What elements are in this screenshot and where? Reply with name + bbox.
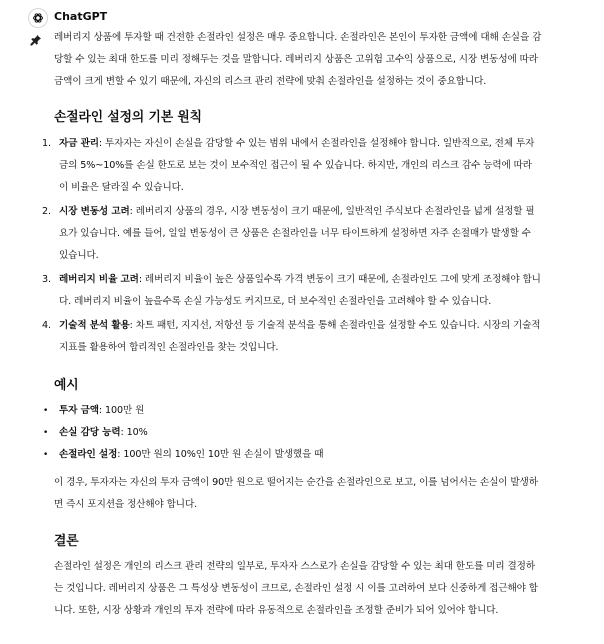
list-item-title: 자금 관리 xyxy=(59,138,99,149)
list-item-title: 레버리지 비율 고려 xyxy=(59,274,139,285)
bullet-icon: • xyxy=(43,406,49,416)
list-item-title: 투자 금액 xyxy=(59,405,99,416)
section-heading-conclusion: 결론 xyxy=(54,534,79,549)
intro-paragraph: 레버리지 상품에 투자할 때 건전한 손절라인 설정은 매우 중요합니다. 손절라인은 본인이 투자한 금액에 대해 손실을 감당할 수 있는 최대 한도를 미리 정해두는 것을 말합니다. 레버리지 상품은 고위험 고수익 상품으로, 시장 변동성에 따라 금액이 크게 변할 수 있기 때문에, 자신의 리스크 관리 전략에 맞춰 손절라인을 설정하는 것이 중요합니다. xyxy=(54,32,542,87)
list-item-text: : 레버리지 비율이 높은 상품일수록 가격 변동이 크기 때문에, 손절라인도 그에 맞게 조정해야 합니다. 레버리지 비율이 높을수록 손실 가능성도 커지므로, 더 보수적인 손절라인을 고려해야 할 수 있습니다. xyxy=(59,274,541,307)
list-item-title: 손절라인 설정 xyxy=(59,449,118,460)
pin-icon[interactable] xyxy=(30,34,42,46)
list-item xyxy=(43,400,542,422)
conclusion-paragraph: 손절라인 설정은 개인의 리스크 관리 전략의 일부로, 투자자 스스로가 손실을 감당할 수 있는 최대 한도를 미리 결정하는 것입니다. 레버리지 상품은 그 특성상 변동성이 크므로, 손절라인 설정 시 이를 고려하여 보다 신중하게 접근해야 합니다. 또한, 시장 상황과 개인의 투자 전략에 따라 유동적으로 손절라인을 조정할 준비가 되어 있어야 합니다. xyxy=(54,561,538,616)
list-item-text: : 차트 패턴, 지지선, 저항선 등 기술적 분석을 통해 손절라인을 설정할 수도 있습니다. 시장의 기술적 지표를 활용하여 합리적인 손절라인을 찾는 것입니다. xyxy=(59,320,541,353)
example-paragraph: 이 경우, 투자자는 자신의 투자 금액이 90만 원으로 떨어지는 순간을 손절라인으로 보고, 이를 넘어서는 손실이 발생하면 즉시 포지션을 정산해야 합니다. xyxy=(54,477,538,510)
list-item-text: : 레버리지 상품의 경우, 시장 변동성이 크기 때문에, 일반적인 주식보다 손절라인을 넓게 설정할 필요가 있습니다. 예를 들어, 일일 변동성이 큰 상품은 손절라인을 너무 타이트하게 설정하면 자주 손절매가 발생할 수 있습니다. xyxy=(59,206,535,261)
section-heading-basic-principles: 손절라인 설정의 기본 원칙 xyxy=(54,110,202,125)
list-item-title: 기술적 분석 활용 xyxy=(59,320,130,331)
list-item-title: 손실 감당 능력 xyxy=(59,427,121,438)
list-item xyxy=(42,133,542,199)
section-heading-example: 예시 xyxy=(54,378,79,393)
list-item-text: : 10% xyxy=(120,427,148,438)
list-item xyxy=(43,422,542,444)
list-number: 2. xyxy=(42,206,51,217)
list-item-text: : 100만 원 xyxy=(98,405,145,416)
list-item xyxy=(43,444,542,466)
list-item-text: : 100만 원의 10%인 10만 원 손실이 발생했을 때 xyxy=(117,449,324,460)
principles-list xyxy=(42,133,542,359)
sender-name: ChatGPT xyxy=(54,10,108,23)
bullet-icon: • xyxy=(43,428,49,438)
list-item-text: : 투자자는 자신이 손실을 감당할 수 있는 범위 내에서 손절라인을 설정해야 합니다. 일반적으로, 전체 투자금의 5%~10%를 손실 한도로 보는 것이 보수적인 접근이 될 수 있습니다. 하지만, 개인의 리스크 감수 능력에 따라 이 비율은 달라질 수 있습니다. xyxy=(59,138,535,193)
chatgpt-avatar xyxy=(28,8,48,28)
example-list xyxy=(43,400,542,466)
list-item-title: 시장 변동성 고려 xyxy=(59,206,130,217)
bullet-icon: • xyxy=(43,450,49,460)
openai-logo-icon xyxy=(32,12,44,24)
list-item xyxy=(42,269,542,313)
message-content xyxy=(42,27,542,622)
list-item xyxy=(42,315,542,359)
list-item xyxy=(42,201,542,267)
list-number: 1. xyxy=(42,138,51,149)
list-number: 4. xyxy=(42,320,51,331)
list-number: 3. xyxy=(42,274,51,285)
